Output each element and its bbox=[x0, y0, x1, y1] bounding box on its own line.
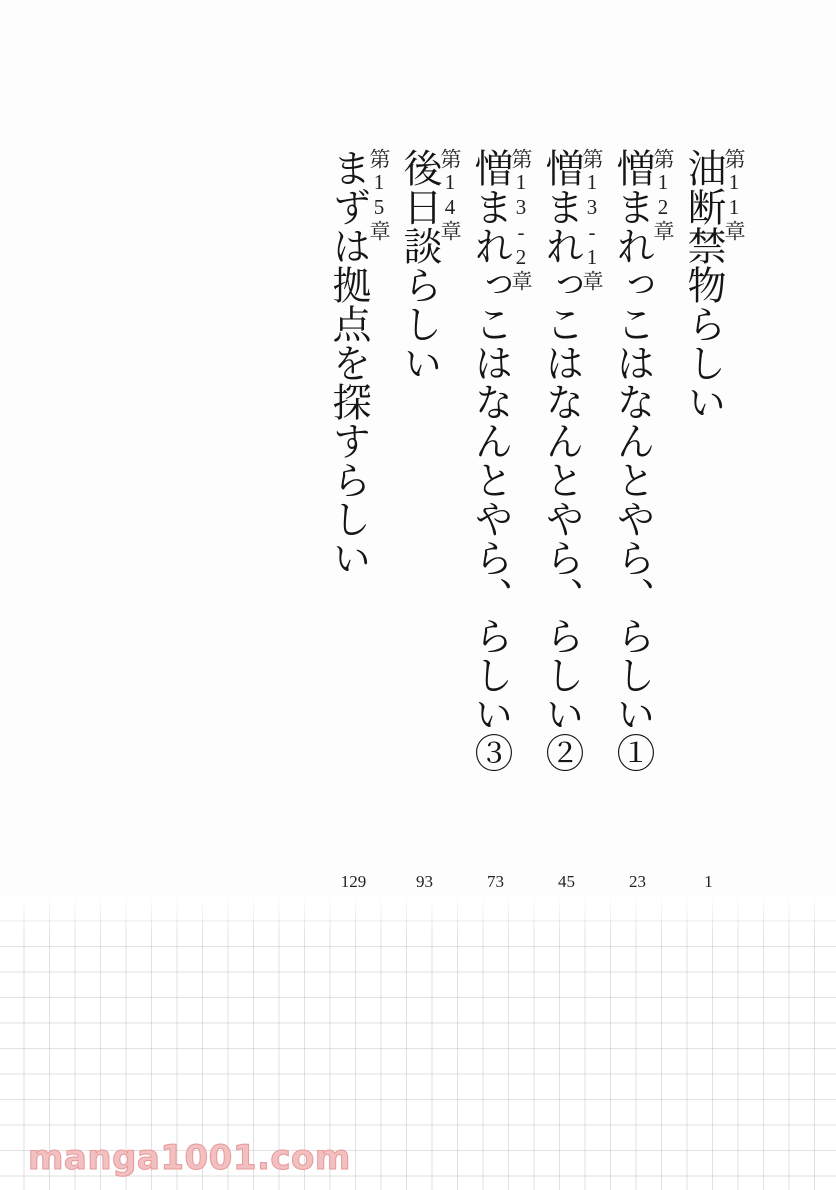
toc-entry bbox=[389, 148, 460, 888]
chapter-title: 油断禁物らしい bbox=[681, 148, 726, 421]
page-number: 23 bbox=[629, 872, 646, 891]
toc-entry bbox=[673, 148, 744, 888]
chapter-number: 第11章 bbox=[722, 148, 746, 242]
page-number: 1 bbox=[704, 872, 713, 891]
table-of-contents bbox=[0, 148, 836, 888]
chapter-number: 第12章 bbox=[651, 148, 675, 242]
toc-entry bbox=[318, 148, 389, 888]
chapter-number: 第13-2章 bbox=[509, 148, 533, 292]
chapter-number: 第15章 bbox=[367, 148, 391, 242]
chapter-title: 憎まれっこはなんとやら、らしい③ bbox=[468, 148, 513, 772]
chapter-title: 後日談らしい bbox=[397, 148, 442, 382]
chapter-title: 憎まれっこはなんとやら、らしい② bbox=[539, 148, 584, 772]
chapter-number: 第14章 bbox=[438, 148, 462, 242]
page-number: 93 bbox=[416, 872, 433, 891]
toc-entry bbox=[531, 148, 602, 888]
page-number-row bbox=[0, 872, 836, 896]
toc-entry bbox=[460, 148, 531, 888]
toc-entry bbox=[602, 148, 673, 888]
chapter-title: まずは拠点を探すらしい bbox=[326, 148, 371, 577]
chapter-title: 憎まれっこはなんとやら、らしい① bbox=[610, 148, 655, 772]
page-number: 129 bbox=[340, 872, 367, 891]
page-number: 45 bbox=[558, 872, 575, 891]
watermark: manga1001.com bbox=[28, 1138, 351, 1178]
chapter-number: 第13-1章 bbox=[580, 148, 604, 292]
page-number: 73 bbox=[487, 872, 504, 891]
